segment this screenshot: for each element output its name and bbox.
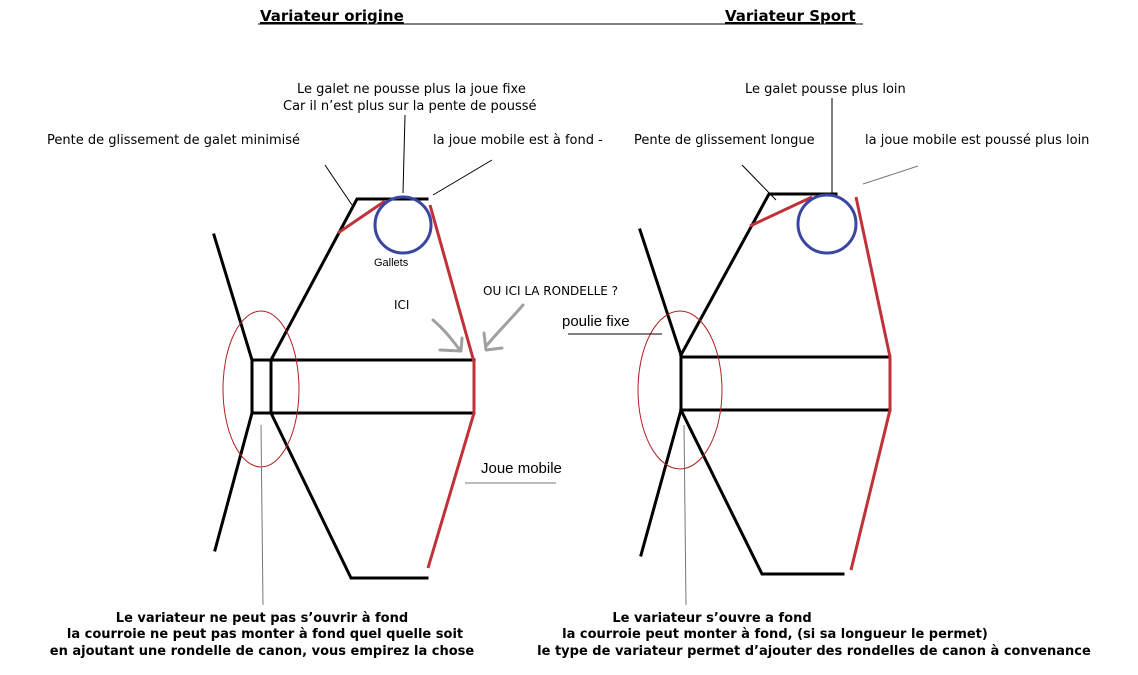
- left-top-note-2: Car il n’est plus sur la pente de poussé: [283, 99, 537, 114]
- right-mobile-cheek: [851, 197, 890, 570]
- right-bottom-line-1: Le variateur s’ouvre a fond: [612, 611, 812, 626]
- left-slope-note: Pente de glissement de galet minimisé: [47, 133, 300, 148]
- poulie-fixe-label: poulie fixe: [562, 313, 630, 330]
- right-roller-circle: [798, 195, 856, 253]
- left-fixed-flange-lower: [215, 413, 252, 550]
- gallets-label: Gallets: [374, 257, 409, 269]
- left-roller-circle: [375, 197, 431, 253]
- left-moving-body-bottom: [271, 413, 427, 578]
- right-moving-body-bottom: [681, 410, 843, 574]
- title-left: Variateur origine: [260, 7, 404, 25]
- left-mobile-note: la joue mobile est à fond -: [433, 133, 603, 148]
- left-top-note-1: Le galet ne pousse plus la joue fixe: [297, 82, 526, 97]
- left-mobile-cheek: [428, 205, 474, 568]
- right-bottom-line-3: le type de variateur permet d’ajouter des rondelles de canon à convenance: [537, 644, 1091, 659]
- right-fixed-flange-upper: [640, 230, 681, 355]
- left-bottom-line-2: la courroie ne peut pas monter à fond quel quelle soit: [66, 627, 464, 642]
- joue-mobile-label: Joue mobile: [481, 460, 562, 477]
- left-ramp: [338, 201, 385, 233]
- left-top-pointer: [403, 115, 405, 193]
- right-bottom-pointer: [684, 425, 686, 605]
- right-fixed-flange-lower: [641, 410, 681, 555]
- left-bottom-line-1: Le variateur ne peut pas s’ouvrir à fond: [115, 611, 409, 626]
- right-moving-body-top: [681, 194, 836, 355]
- left-slope-pointer: [325, 165, 352, 205]
- left-variator: [214, 115, 556, 605]
- left-fixed-flange-upper: [214, 235, 252, 360]
- right-top-note: Le galet pousse plus loin: [745, 82, 906, 97]
- title-right: Variateur Sport: [725, 7, 856, 25]
- right-bottom-line-2: la courroie peut monter à fond, (si sa longueur le permet): [562, 627, 988, 642]
- right-slope-pointer: [742, 165, 776, 200]
- left-bottom-line-3: en ajoutant une rondelle de canon, vous empirez la chose: [49, 644, 475, 659]
- left-moving-body-top: [271, 199, 427, 360]
- ou-ici-arrow-shaft: [487, 305, 523, 345]
- right-slope-note: Pente de glissement longue: [634, 133, 815, 148]
- right-mobile-pointer: [863, 166, 918, 184]
- left-bottom-pointer: [261, 425, 263, 605]
- right-mobile-note: la joue mobile est poussé plus loin: [865, 133, 1090, 148]
- ou-ici-arrow-head: [484, 333, 502, 350]
- ou-ici-label: OU ICI LA RONDELLE ?: [483, 284, 619, 298]
- ici-label: ICI: [394, 298, 410, 312]
- ici-arrow-shaft: [433, 320, 460, 350]
- right-variator: [568, 98, 918, 605]
- left-mobile-pointer: [433, 160, 492, 195]
